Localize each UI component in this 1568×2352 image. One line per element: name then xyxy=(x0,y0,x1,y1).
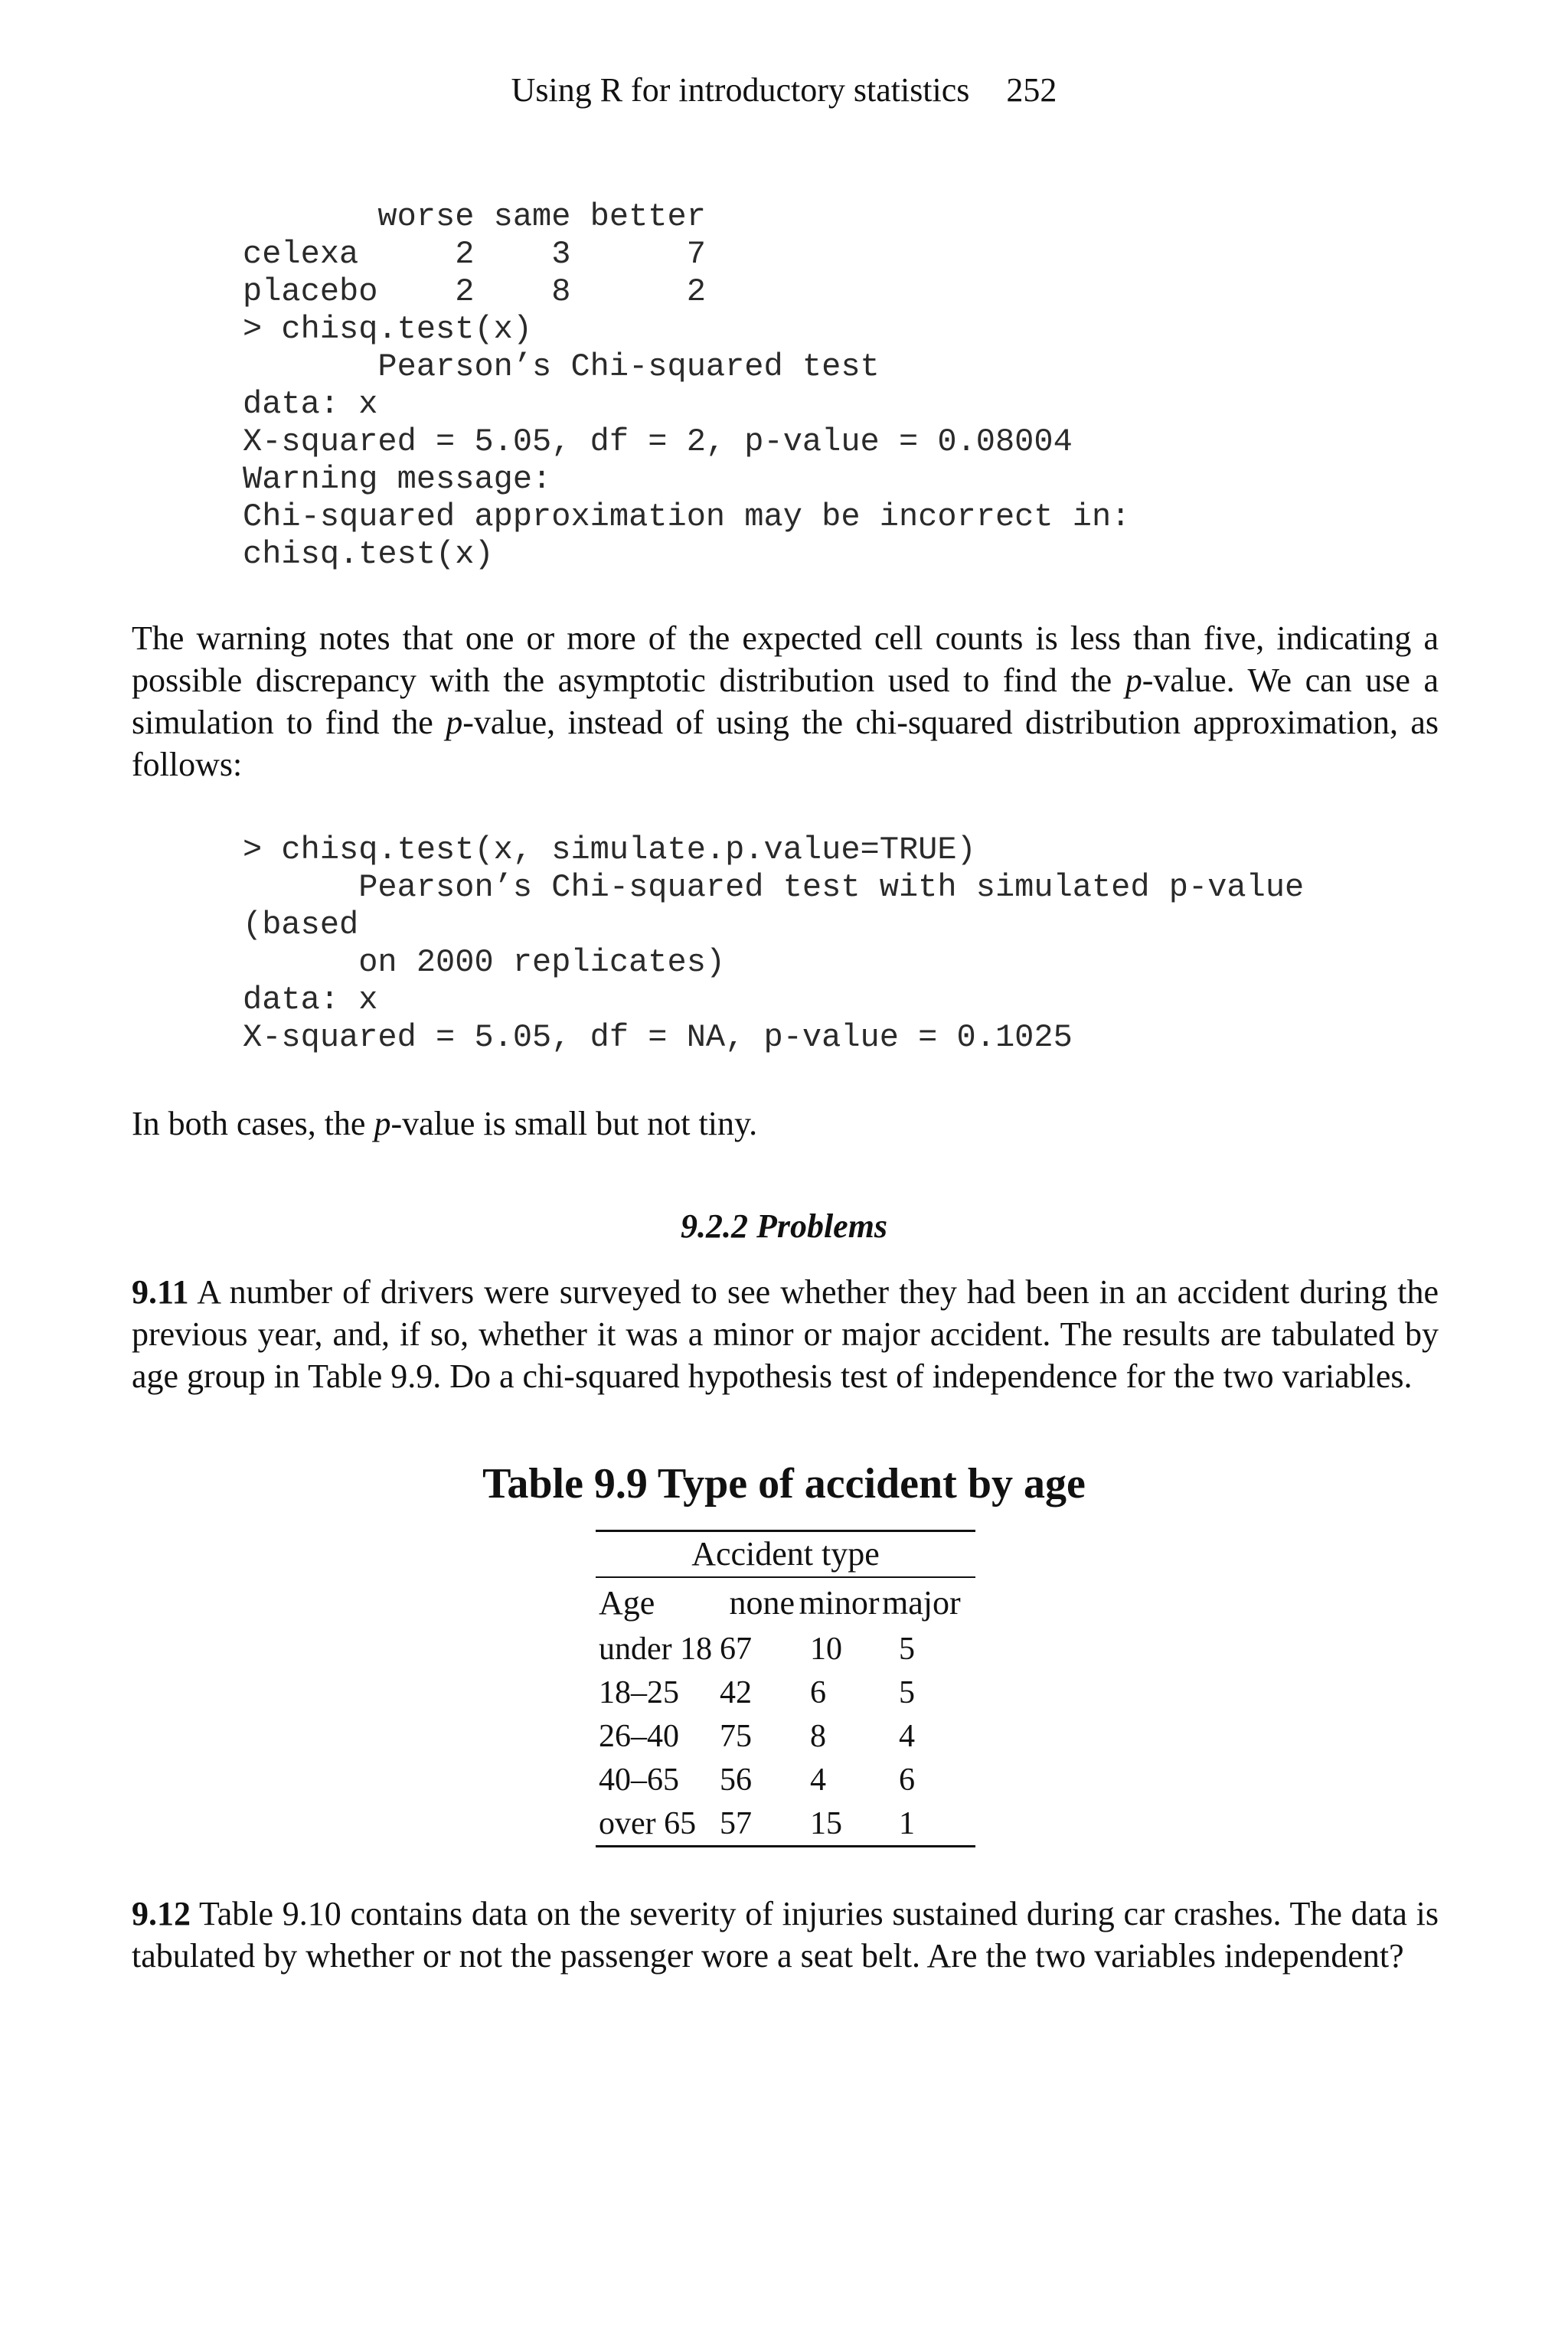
code-line: placebo 2 8 2 xyxy=(243,273,706,310)
cell-age: 26–40 xyxy=(599,1718,679,1754)
code-line: chisq.test(x) xyxy=(243,536,494,573)
column-header-minor: minor xyxy=(799,1583,880,1622)
code-line: Pearson’s Chi-squared test xyxy=(243,348,880,385)
problem-text: A number of drivers were surveyed to see whether they had been in an accident during the previous year, and, if so, whether it was a minor or major accident. The results are tabulated by age group in Table 9.9. Do a chi-squared hypothesis test of independence for the two variables. xyxy=(132,1273,1439,1395)
code-line: data: x xyxy=(243,386,378,423)
code-line: Pearson’s Chi-squared test with simulated p-value xyxy=(243,869,1305,906)
paragraph-text: In both cases, the xyxy=(132,1105,374,1142)
table-row xyxy=(596,1802,975,1845)
problem-9-11 xyxy=(132,1271,1439,1397)
group-header: Accident type xyxy=(691,1535,880,1573)
cell-major: 1 xyxy=(899,1805,915,1841)
code-line: Warning message: xyxy=(243,461,552,498)
paragraph-text: -value, instead of using the chi-squared distribution approximation, as follows: xyxy=(132,704,1439,783)
section-heading: 9.2.2 Problems xyxy=(680,1207,888,1245)
cell-none: 56 xyxy=(720,1762,752,1798)
code-line: > chisq.test(x, simulate.p.value=TRUE) xyxy=(243,831,976,868)
cell-age: over 65 xyxy=(599,1805,697,1841)
cell-none: 75 xyxy=(720,1718,752,1754)
code-line: X-squared = 5.05, df = NA, p-value = 0.1025 xyxy=(243,1019,1073,1056)
cell-none: 67 xyxy=(720,1631,752,1667)
italic-p: p xyxy=(374,1105,391,1142)
table-row xyxy=(596,1714,975,1758)
code-block-simulated-chisq xyxy=(243,831,1304,1057)
cell-none: 57 xyxy=(720,1805,752,1841)
code-line: > chisq.test(x) xyxy=(243,311,533,348)
problem-9-12 xyxy=(132,1893,1439,1977)
cell-minor: 10 xyxy=(810,1631,842,1667)
table-bottom-rule xyxy=(596,1845,975,1847)
problem-number: 9.12 xyxy=(132,1895,191,1932)
paragraph-text: -value. We can use a simulation to find the xyxy=(132,662,1439,741)
table-row xyxy=(596,1627,975,1671)
cell-major: 6 xyxy=(899,1762,915,1798)
code-line: celexa 2 3 7 xyxy=(243,236,706,273)
table-header-row xyxy=(596,1578,975,1627)
code-line: data: x xyxy=(243,982,378,1018)
code-line: (based xyxy=(243,906,359,943)
paragraph-conclusion xyxy=(132,1102,1439,1145)
table-caption: Table 9.9 Type of accident by age xyxy=(482,1460,1086,1508)
cell-minor: 8 xyxy=(810,1718,826,1754)
italic-p: p xyxy=(446,704,463,741)
running-head xyxy=(0,70,1568,111)
paragraph-warning-explanation xyxy=(132,617,1439,786)
cell-age: under 18 xyxy=(599,1631,713,1667)
table-row xyxy=(596,1758,975,1802)
cell-minor: 15 xyxy=(810,1805,842,1841)
table-row xyxy=(596,1671,975,1714)
paragraph-text: The warning notes that one or more of the expected cell counts is less than five, indicating a possible discrepancy with the asymptotic distribution used to find the xyxy=(132,619,1439,699)
running-title: Using R for introductory statistics xyxy=(511,71,970,109)
problem-text: Table 9.10 contains data on the severity of injuries sustained during car crashes. The data is tabulated by whether or not the passenger wore a seat belt. Are the two variables independent? xyxy=(132,1895,1439,1975)
page-number: 252 xyxy=(1006,71,1057,109)
cell-minor: 4 xyxy=(810,1762,826,1798)
cell-major: 5 xyxy=(899,1631,915,1667)
cell-minor: 6 xyxy=(810,1674,826,1710)
cell-age: 18–25 xyxy=(599,1674,679,1710)
problem-number: 9.11 xyxy=(132,1273,189,1311)
paragraph-text: -value is small but not tiny. xyxy=(390,1105,758,1142)
column-header-none: none xyxy=(729,1583,795,1622)
italic-p: p xyxy=(1125,662,1142,699)
code-line: worse same better xyxy=(243,198,706,235)
accident-type-table xyxy=(596,1530,975,1847)
code-line: X-squared = 5.05, df = 2, p-value = 0.08004 xyxy=(243,423,1073,460)
cell-none: 42 xyxy=(720,1674,752,1710)
cell-major: 4 xyxy=(899,1718,915,1754)
column-header-major: major xyxy=(882,1583,961,1622)
cell-major: 5 xyxy=(899,1674,915,1710)
code-line: on 2000 replicates) xyxy=(243,944,726,981)
code-block-chisq-test xyxy=(243,198,1130,573)
code-line: Chi-squared approximation may be incorrect in: xyxy=(243,498,1131,535)
cell-age: 40–65 xyxy=(599,1762,679,1798)
column-header-age: Age xyxy=(599,1583,655,1622)
